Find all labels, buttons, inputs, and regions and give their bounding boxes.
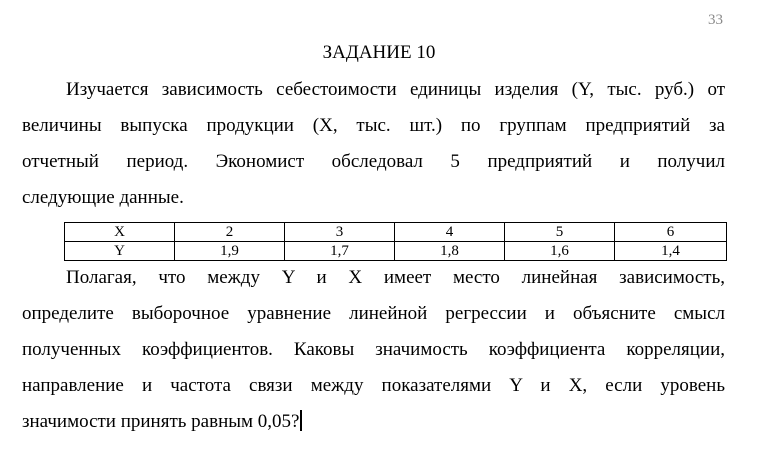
- task-title: ЗАДАНИЕ 10: [322, 42, 436, 63]
- table-cell: 1,7: [285, 242, 395, 261]
- text-cursor: [300, 410, 302, 431]
- paragraph-line-last: [22, 404, 725, 440]
- paragraph-line: Изучается зависимость себестоимости единицы изделия (Y, тыс. руб.) от: [66, 79, 725, 100]
- paragraph-line-text: значимости принять равным 0,05?: [22, 411, 300, 432]
- table-cell: 1,9: [175, 242, 285, 261]
- paragraph-line: определите выборочное уравнение линейной регрессии и объясните смысл: [22, 303, 725, 324]
- table-cell: 2: [175, 223, 285, 242]
- paragraph-line: следующие данные.: [22, 187, 184, 208]
- data-table: [64, 222, 727, 261]
- page-number: 33: [708, 12, 723, 28]
- paragraph-line: Полагая, что между Y и X имеет место линейная зависимость,: [66, 267, 725, 288]
- table-cell: 1,4: [615, 242, 727, 261]
- table-row: [65, 242, 727, 261]
- table-cell: 6: [615, 223, 727, 242]
- table-cell: 5: [505, 223, 615, 242]
- table-header-cell-y: Y: [65, 242, 175, 261]
- paragraph-line: полученных коэффициентов. Каковы значимость коэффициента корреляции,: [22, 339, 725, 360]
- paragraph-line: отчетный период. Экономист обследовал 5 предприятий и получил: [22, 151, 725, 172]
- task-intro-paragraph: [22, 72, 725, 216]
- table-cell: 1,6: [505, 242, 615, 261]
- table-cell: 4: [395, 223, 505, 242]
- task-question-paragraph: [22, 260, 725, 440]
- paragraph-line: величины выпуска продукции (X, тыс. шт.) по группам предприятий за: [22, 115, 725, 136]
- table-cell: 1,8: [395, 242, 505, 261]
- table-header-cell-x: X: [65, 223, 175, 242]
- table-cell: 3: [285, 223, 395, 242]
- table-row: [65, 223, 727, 242]
- paragraph-line: направление и частота связи между показателями Y и X, если уровень: [22, 375, 725, 396]
